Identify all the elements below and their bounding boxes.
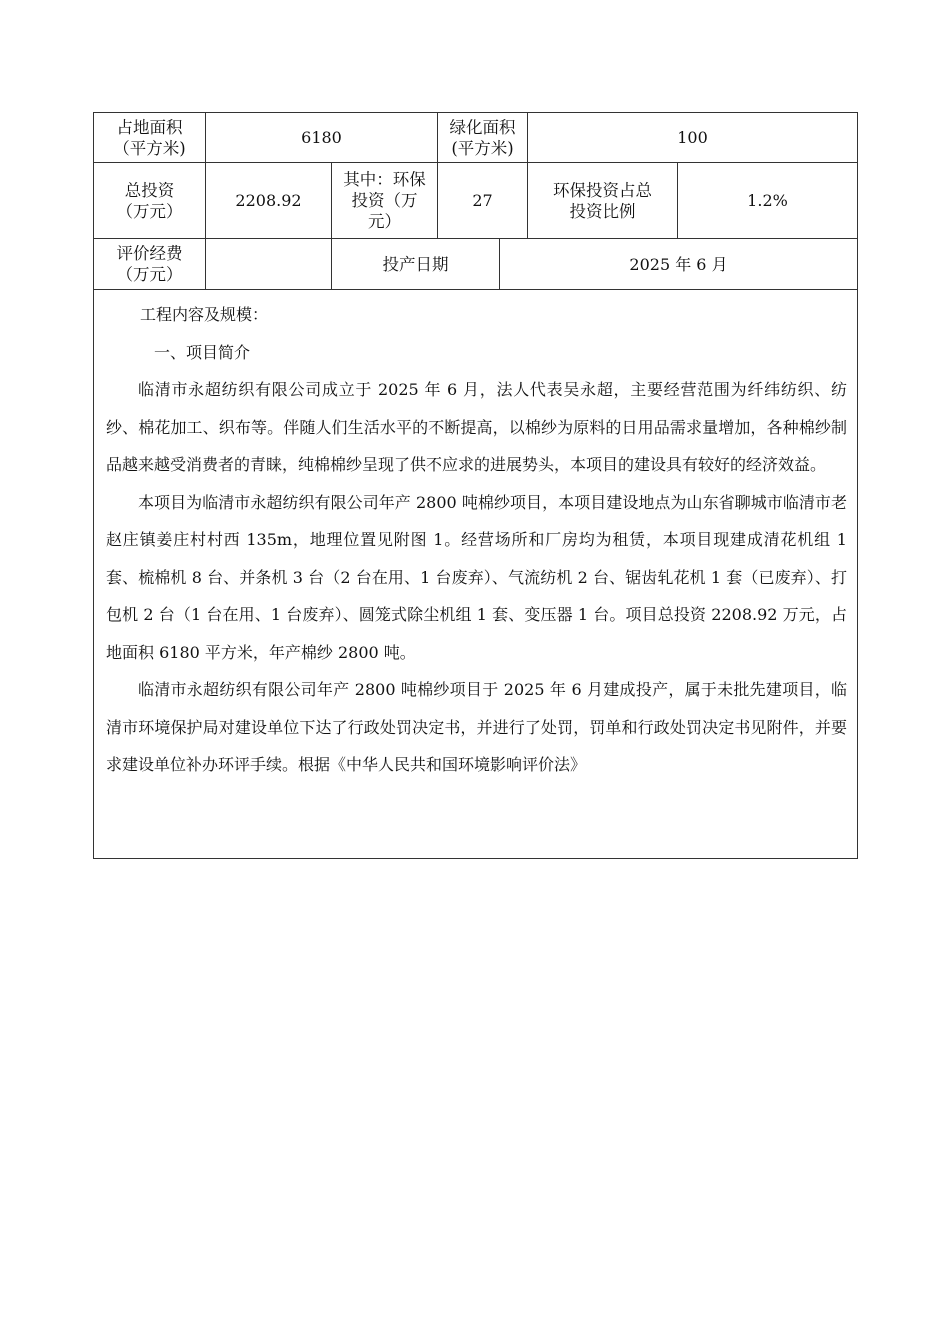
total-investment-value: 2208.92 — [206, 163, 332, 238]
project-info-table — [93, 112, 858, 859]
project-content-section — [94, 290, 857, 858]
env-investment-ratio-label: 环保投资占总 投资比例 — [528, 163, 678, 238]
table-row-area — [94, 113, 857, 163]
section-heading: 工程内容及规模： — [140, 305, 269, 324]
table-row-investment — [94, 163, 857, 239]
area-label: 占地面积 （平方米) — [94, 113, 206, 162]
section-subheading: 一、项目简介 — [154, 342, 251, 362]
evaluation-fee-label: 评价经费 （万元） — [94, 239, 206, 289]
paragraph-legal-status: 临清市永超纺织有限公司年产 2800 吨棉纱项目于 2025 年 6 月建成投产，属于未批先建项目，临清市环境保护局对建设单位下达了行政处罚决定书，并进行了处罚，罚单和行政处罚决定书见附件，并要求建设单位补办环评手续。根据《中华人民共和国环境影响评价法》 — [106, 680, 847, 774]
green-area-value: 100 — [677, 128, 708, 147]
total-investment-label: 总投资 （万元） — [94, 163, 206, 238]
env-investment-label: 其中：环保 投资（万 元） — [332, 163, 438, 238]
area-value: 6180 — [206, 113, 438, 162]
env-investment-value: 27 — [438, 163, 528, 238]
table-row-evaluation — [94, 239, 857, 290]
production-date-value: 2025 年 6 月 — [629, 254, 728, 274]
evaluation-fee-value — [206, 239, 332, 289]
green-area-label: 绿化面积 (平方米) — [438, 113, 528, 162]
paragraph-company-intro: 临清市永超纺织有限公司成立于 2025 年 6 月，法人代表吴永超，主要经营范围为纤纬纺织、纺纱、棉花加工、织布等。伴随人们生活水平的不断提高，以棉纱为原料的日用品需求量增加，各种棉纱制品越来越受消费者的青睐，纯棉棉纱呈现了供不应求的进展势头，本项目的建设具有较好的经济效益。 — [106, 380, 847, 474]
production-date-label: 投产日期 — [332, 239, 500, 289]
env-investment-ratio-value: 1.2% — [747, 191, 788, 210]
paragraph-project-details: 本项目为临清市永超纺织有限公司年产 2800 吨棉纱项目，本项目建设地点为山东省聊城市临清市老赵庄镇姜庄村村西 135m，地理位置见附图 1。经营场所和厂房均为租赁，本项目现建成清花机组 1 套、梳棉机 8 台、并条机 3 台（2 台在用、1 台废弃）、气流纺机 2 台、锯齿轧花机 1 套（已废弃）、打包机 2 台（1 台在用、1 台废弃）、圆笼式除尘机组 1 套、变压器 1 台。项目总投资 2208.92 万元，占地面积 6180 平方米，年产棉纱 2800 吨。 — [106, 492, 847, 662]
